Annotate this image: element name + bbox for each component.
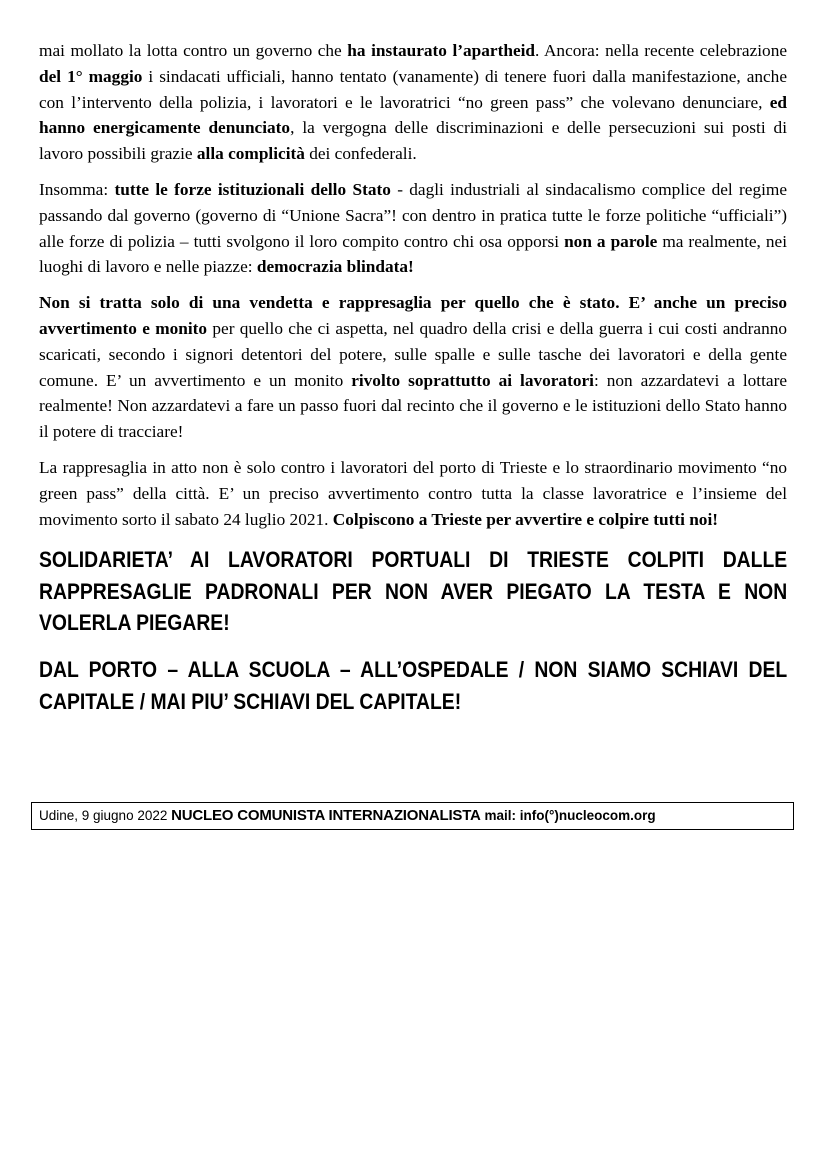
paragraph-4 [39, 455, 787, 532]
paragraph-3 [39, 290, 787, 445]
emphasis-text: rivolto soprattutto ai lavoratori [351, 370, 594, 390]
emphasis-text: ed hanno energicamente denunciato [39, 92, 787, 138]
body-text: ma realmente, nei luoghi di lavoro e nelle piazze: [39, 231, 787, 277]
emphasis-text: alla complicità [196, 144, 305, 164]
slogan-solidarity: SOLIDARIETA’ AI LAVORATORI PORTUALI DI TRIESTE COLPITI DALLE RAPPRESAGLIE PADRONALI PER NON AVER PIEGATO LA TESTA E NON VOLERLA PIEGARE! [39, 547, 788, 636]
emphasis-text: ha instaurato l’apartheid [347, 41, 536, 60]
contact-mail: mail: info(°)nucleocom.org [484, 808, 656, 823]
slogan-not-slaves: DAL PORTO – ALLA SCUOLA – ALL’OSPEDALE / NON SIAMO SCHIAVI DEL CAPITALE / MAI PIU’ SCHIAVI DEL CAPITALE! [39, 657, 788, 714]
emphasis-text: Colpiscono a Trieste per avvertire e colpire tutti noi! [332, 509, 719, 529]
emphasis-text: tutte le forze istituzionali dello Stato [114, 179, 391, 199]
paragraph-1 [39, 38, 787, 167]
body-text: Insomma: [39, 179, 115, 199]
emphasis-text: non a parole [564, 231, 658, 251]
body-text: dei confederali. [304, 144, 417, 164]
emphasis-text: del 1° maggio [39, 66, 143, 86]
body-text: : non azzardatevi a lottare realmente! Non azzardatevi a fare un passo fuori dal recinto che il governo e le istituzioni dello Stato hanno il potere di tracciare! [39, 370, 787, 442]
body-text: La rappresaglia in atto non è solo contro i lavoratori del porto di Trieste e lo straordinario movimento “no green pass” della città. E’ un preciso avvertimento contro tutta la classe lavoratrice e l’insieme del movimento sorto il sabato 24 luglio 2021. [39, 457, 787, 529]
body-text: per quello che ci aspetta, nel quadro della crisi e della guerra i cui costi andranno scaricati, secondo i signori detentori del potere, sulle spalle e sulle tasche dei lavoratori e della gente comune. E’ un avvertimento e un monito [39, 318, 787, 390]
organization-name: NUCLEO COMUNISTA INTERNAZIONALISTA [171, 807, 481, 824]
place-date: Udine, 9 giugno 2022 [39, 808, 168, 823]
signature-box [31, 802, 794, 830]
emphasis-text: democrazia blindata! [256, 257, 414, 277]
body-text: i sindacati ufficiali, hanno tentato (vanamente) di tenere fuori dalla manifestazione, anche con l’intervento della polizia, i lavoratori e le lavoratrici “no green pass” che volevano denunciare, [39, 66, 787, 112]
body-text: - dagli industriali al sindacalismo complice del regime passando dal governo (governo di “Unione Sacra”! con dentro in pratica tutte le forze politiche “ufficiali”) alle forze di polizia – tutti svolgono il loro compito contro chi osa opporsi [39, 179, 787, 251]
emphasis-text: Non si tratta solo di una vendetta e rappresaglia per quello che è stato. E’ anche un preciso avvertimento e monito [39, 293, 787, 338]
paragraph-2 [39, 177, 787, 280]
document-body [39, 38, 787, 726]
body-text: , la vergogna delle discriminazioni e delle persecuzioni sui posti di lavoro possibili grazie [39, 118, 787, 164]
body-text: . Ancora: nella recente celebrazione [535, 41, 788, 60]
body-text: mai mollato la lotta contro un governo che [39, 41, 348, 60]
